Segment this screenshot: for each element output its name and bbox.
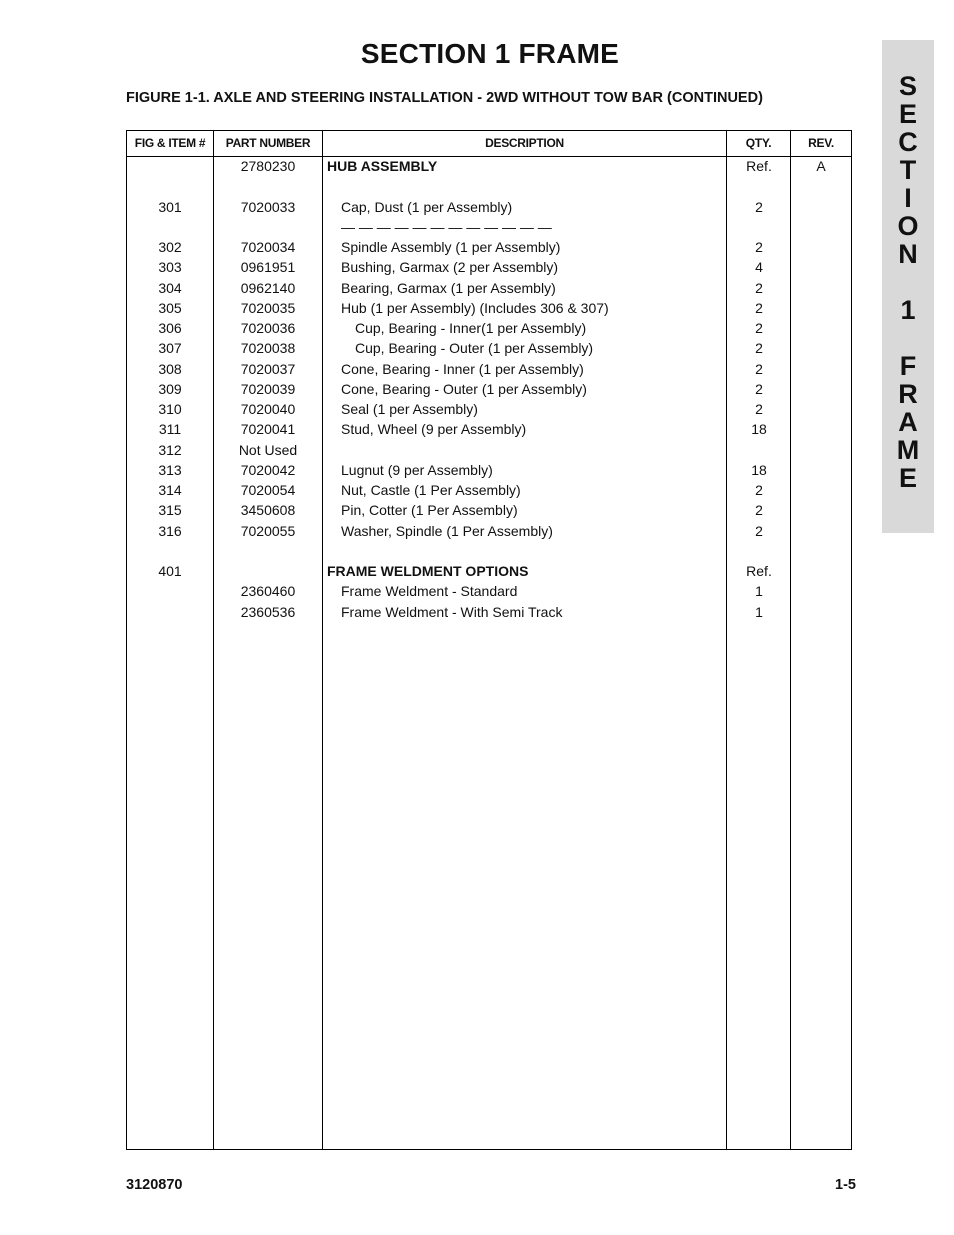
table-row <box>127 480 851 500</box>
item-number-cell: 302 <box>158 239 182 255</box>
figure-title: FIGURE 1-1. AXLE AND STEERING INSTALLATION - 2WD WITHOUT TOW BAR (CONTINUED) <box>126 90 763 106</box>
quantity-cell: 2 <box>755 482 763 498</box>
side-tab-letter: M <box>896 435 920 465</box>
item-number-cell: 310 <box>158 401 182 417</box>
item-number-cell: 314 <box>158 482 182 498</box>
item-number-cell: 309 <box>158 380 182 397</box>
part-number-cell: 7020035 <box>240 299 296 316</box>
item-number-cell: 315 <box>158 502 182 519</box>
table-row <box>127 602 851 622</box>
part-number-cell: 7020034 <box>240 239 296 255</box>
table-row <box>127 521 851 541</box>
description-cell: Cup, Bearing - Outer (1 per Assembly) <box>355 340 594 357</box>
part-number-cell: 7020036 <box>240 320 296 336</box>
header-rev: REV. <box>808 136 834 150</box>
table-row <box>127 318 851 338</box>
description-cell: FRAME WELDMENT OPTIONS <box>327 563 529 579</box>
quantity-cell: 2 <box>755 320 763 336</box>
revision-cell: A <box>816 158 826 174</box>
quantity-cell: 18 <box>751 421 767 438</box>
side-tab-letter: 1 <box>900 295 916 325</box>
item-number-cell: 308 <box>158 360 182 377</box>
side-tab-letter: O <box>897 211 919 241</box>
side-tab-letter: A <box>898 407 918 437</box>
description-cell: Bearing, Garmax (1 per Assembly) <box>341 279 556 296</box>
quantity-cell: 2 <box>755 239 763 255</box>
part-number-cell: Not Used <box>238 441 298 458</box>
item-number-cell: 311 <box>158 421 182 438</box>
description-cell: Cone, Bearing - Outer (1 per Assembly) <box>341 380 587 397</box>
description-cell: — — — — — — — — — — — — <box>341 218 552 235</box>
table-row <box>127 298 851 318</box>
quantity-cell: 1 <box>755 583 763 600</box>
part-number-cell: 7020037 <box>240 360 296 377</box>
quantity-cell: 2 <box>755 360 763 377</box>
table-row <box>127 237 851 257</box>
side-tab-letter: E <box>898 99 917 129</box>
quantity-cell: Ref. <box>746 563 772 579</box>
side-tab-letter: E <box>898 463 917 493</box>
item-number-cell: 305 <box>158 299 182 316</box>
part-number-cell: 7020041 <box>240 421 296 438</box>
description-cell: Cap, Dust (1 per Assembly) <box>341 198 513 215</box>
table-row <box>127 460 851 480</box>
table-row <box>127 419 851 439</box>
description-cell: Bushing, Garmax (2 per Assembly) <box>341 259 559 276</box>
table-row <box>127 278 851 298</box>
table-row <box>127 156 851 176</box>
table-row <box>127 440 851 460</box>
header-part-number: PART NUMBER <box>225 136 311 150</box>
part-number-cell: 7020042 <box>240 461 296 478</box>
item-number-cell: 307 <box>158 340 182 357</box>
quantity-cell: 2 <box>755 502 763 519</box>
table-row <box>127 500 851 520</box>
header-description: DESCRIPTION <box>485 136 564 150</box>
parts-table <box>126 130 852 1150</box>
part-number-cell: 7020054 <box>240 482 296 498</box>
page-number: 1-5 <box>835 1177 856 1193</box>
table-row <box>127 197 851 217</box>
description-cell: Washer, Spindle (1 Per Assembly) <box>341 522 553 539</box>
side-tab-letter: C <box>898 127 918 157</box>
item-number-cell: 401 <box>158 563 182 579</box>
quantity-cell: 2 <box>755 299 763 316</box>
side-tab-letter: N <box>898 239 918 269</box>
part-number-cell: 2780230 <box>240 158 296 174</box>
description-cell: Pin, Cotter (1 Per Assembly) <box>341 502 518 519</box>
header-item: FIG & ITEM # <box>134 136 206 150</box>
side-tab-letter: I <box>904 183 912 213</box>
side-tab-letter: S <box>898 71 917 101</box>
item-number-cell: 306 <box>158 320 182 336</box>
section-side-tab <box>882 40 934 533</box>
item-number-cell: 304 <box>158 279 182 296</box>
part-number-cell: 7020040 <box>240 401 296 417</box>
item-number-cell: 313 <box>158 461 182 478</box>
description-cell: Lugnut (9 per Assembly) <box>341 461 493 478</box>
item-number-cell: 303 <box>158 259 182 276</box>
side-tab-letter: F <box>899 351 917 381</box>
description-cell: Hub (1 per Assembly) (Includes 306 & 307) <box>341 299 609 316</box>
part-number-cell: 2360460 <box>240 583 296 600</box>
part-number-cell: 2360536 <box>240 603 296 620</box>
description-cell: Frame Weldment - With Semi Track <box>341 603 563 620</box>
table-row <box>127 581 851 601</box>
description-cell: Nut, Castle (1 Per Assembly) <box>341 482 521 498</box>
quantity-cell: 2 <box>755 279 763 296</box>
quantity-cell: 2 <box>755 198 763 215</box>
description-cell: Cone, Bearing - Inner (1 per Assembly) <box>341 360 584 377</box>
table-row <box>127 359 851 379</box>
part-number-cell: 7020055 <box>240 522 296 539</box>
document-number: 3120870 <box>126 1177 183 1193</box>
part-number-cell: 7020039 <box>240 380 296 397</box>
table-row <box>127 399 851 419</box>
table-row <box>127 217 851 237</box>
quantity-cell: 4 <box>755 259 763 276</box>
part-number-cell: 0962140 <box>240 279 296 296</box>
side-tab-letter: T <box>899 155 917 185</box>
quantity-cell: 2 <box>755 401 763 417</box>
table-row <box>127 561 851 581</box>
item-number-cell: 301 <box>158 198 182 215</box>
table-row <box>127 338 851 358</box>
side-tab-letter: R <box>898 379 918 409</box>
part-number-cell: 3450608 <box>240 502 296 519</box>
item-number-cell: 312 <box>158 441 182 458</box>
section-title: SECTION 1 FRAME <box>360 38 620 69</box>
item-number-cell: 316 <box>158 522 182 539</box>
quantity-cell: 1 <box>755 603 763 620</box>
quantity-cell: 2 <box>755 380 763 397</box>
part-number-cell: 7020033 <box>240 198 296 215</box>
description-cell: Stud, Wheel (9 per Assembly) <box>341 421 527 438</box>
part-number-cell: 7020038 <box>240 340 296 357</box>
description-cell: Cup, Bearing - Inner(1 per Assembly) <box>355 320 587 336</box>
quantity-cell: Ref. <box>746 158 772 174</box>
quantity-cell: 2 <box>755 522 763 539</box>
quantity-cell: 18 <box>751 461 767 478</box>
description-cell: Spindle Assembly (1 per Assembly) <box>341 239 561 255</box>
header-qty: QTY. <box>745 136 772 150</box>
description-cell: HUB ASSEMBLY <box>327 158 438 174</box>
description-cell: Seal (1 per Assembly) <box>341 401 478 417</box>
table-row <box>127 257 851 277</box>
quantity-cell: 2 <box>755 340 763 357</box>
description-cell: Frame Weldment - Standard <box>341 583 518 600</box>
part-number-cell: 0961951 <box>240 259 296 276</box>
table-row <box>127 379 851 399</box>
